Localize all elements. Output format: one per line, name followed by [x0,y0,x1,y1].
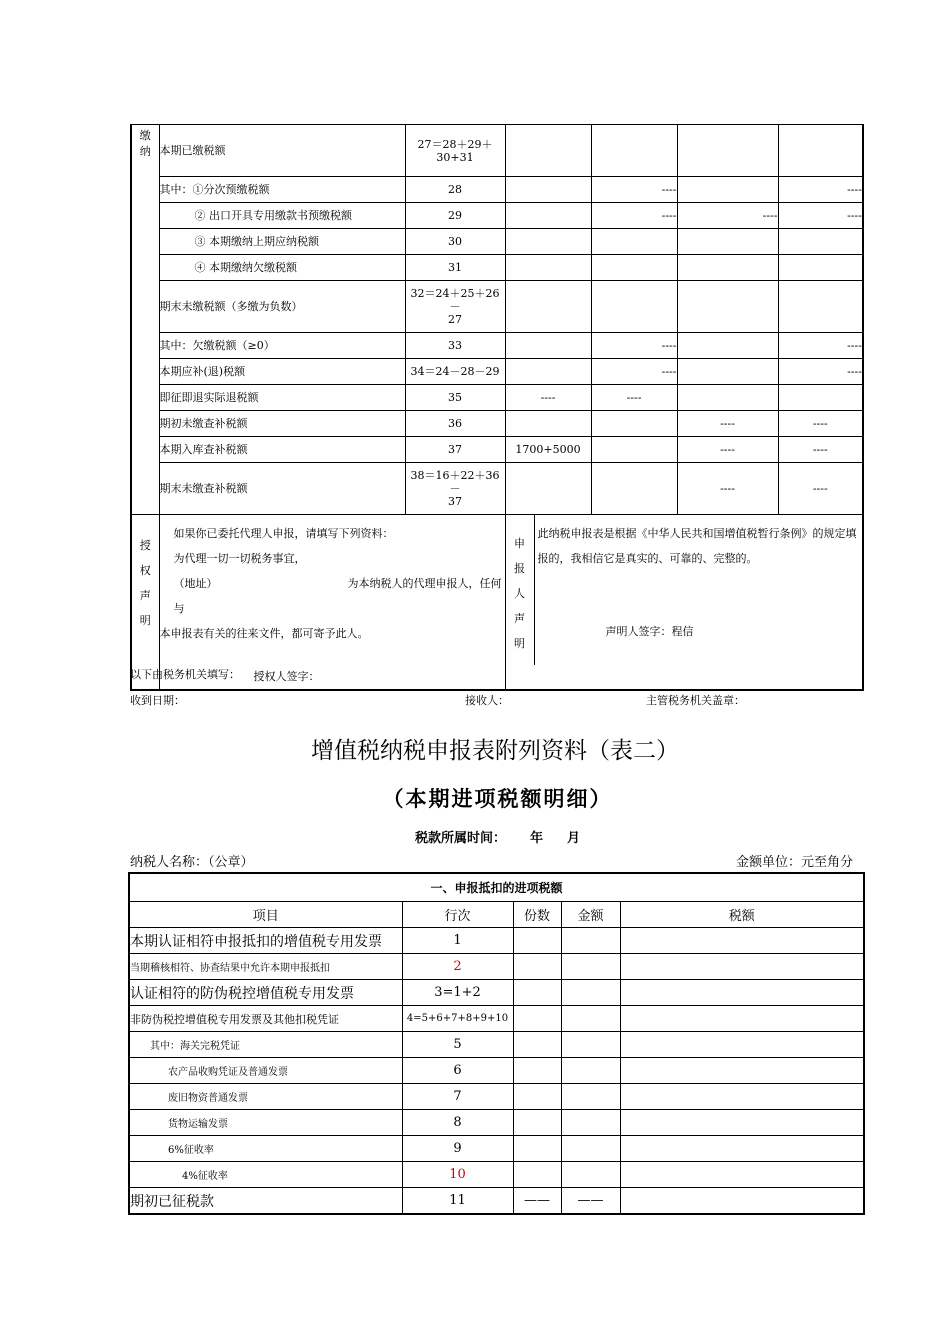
row-cell[interactable] [591,281,677,333]
declarant-label: 申 报 人 声 明 [506,515,535,665]
category-paid-label: 缴 纳 [131,125,159,515]
row-cell[interactable] [505,463,591,515]
row-formula: 31 [405,255,505,281]
row-formula: 37 [405,437,505,463]
row-copies[interactable] [513,1162,561,1188]
tax-period: 税款所属时间： 年 月 [415,831,581,846]
row-cell[interactable]: 1700+5000 [505,437,591,463]
row-cell[interactable] [677,229,778,255]
row-cell[interactable]: ---- [778,177,863,203]
header-amount: 金额 [561,902,620,928]
received-date-label: 收到日期： [130,694,185,707]
row-item: 6%征收率 [129,1136,402,1162]
row-formula: 29 [405,203,505,229]
row-tax[interactable] [620,1006,864,1032]
row-formula: 35 [405,385,505,411]
row-item: 本期已缴税额 [159,125,405,177]
row-copies[interactable] [513,1032,561,1058]
row-item: 农产品收购凭证及普通发票 [129,1058,402,1084]
row-item: 其中：①分次预缴税额 [159,177,405,203]
row-item: 期末未缴税额（多缴为负数） [159,281,405,333]
row-amount[interactable] [561,1032,620,1058]
row-tax[interactable] [620,1058,864,1084]
row-cell[interactable] [505,411,591,437]
seal-label: 主管税务机关盖章： [646,694,745,707]
row-item: 当期稽核相符、协查结果中允许本期申报抵扣 [129,954,402,980]
row-cell[interactable]: ---- [677,437,778,463]
row-cell[interactable] [591,125,677,177]
row-cell[interactable]: ---- [591,385,677,411]
row-copies[interactable] [513,1058,561,1084]
tax-office-note: 以下由税务机关填写： [130,668,240,681]
row-cell[interactable] [677,281,778,333]
header-item: 项目 [129,902,402,928]
row-copies[interactable] [513,1110,561,1136]
row-item: 其中：欠缴税额（≥0） [159,333,405,359]
row-cell[interactable] [677,177,778,203]
currency-unit-label: 金额单位：元至角分 [736,855,854,870]
header-copies: 份数 [513,902,561,928]
row-cell[interactable]: ---- [677,463,778,515]
header-tax: 税额 [620,902,864,928]
row-tax[interactable] [620,1136,864,1162]
row-formula: 34＝24－28－29 [405,359,505,385]
row-copies[interactable] [513,1006,561,1032]
row-line: 4=5+6+7+8+9+10 [402,1006,513,1032]
row-copies[interactable] [513,1084,561,1110]
row-amount[interactable] [561,1006,620,1032]
row-cell[interactable] [778,255,863,281]
row-cell[interactable]: ---- [778,411,863,437]
row-amount[interactable] [561,928,620,954]
row-tax[interactable] [620,1084,864,1110]
row-amount[interactable] [561,980,620,1006]
row-cell[interactable] [505,203,591,229]
row-cell[interactable] [505,359,591,385]
row-formula: 28 [405,177,505,203]
row-cell[interactable] [677,255,778,281]
row-cell[interactable] [677,125,778,177]
row-cell[interactable] [778,125,863,177]
table-row [129,980,864,1006]
row-copies[interactable] [513,980,561,1006]
row-cell[interactable] [677,359,778,385]
row-formula: 27＝28＋29＋ 30+31 [405,125,505,177]
auth-label: 授 权 声 明 [131,515,159,691]
row-cell[interactable] [505,229,591,255]
row-item: 4%征收率 [129,1162,402,1188]
row-line: 1 [402,928,513,954]
section-header: 一、申报抵扣的进项税额 [129,873,864,902]
row-line: 10 [402,1162,513,1188]
row-copies[interactable] [513,1136,561,1162]
row-amount[interactable] [561,1058,620,1084]
row-cell[interactable] [677,333,778,359]
row-cell[interactable] [778,229,863,255]
row-cell[interactable] [778,281,863,333]
row-item: 本期入库查补税额 [159,437,405,463]
row-item: 期初未缴查补税额 [159,411,405,437]
row-amount[interactable]: —— [561,1188,620,1215]
row-item: 货物运输发票 [129,1110,402,1136]
form-subtitle: （本期进项税额明细） [382,786,613,811]
row-line: 9 [402,1136,513,1162]
table-row [129,1006,864,1032]
declarant-signature: 声明人签字：程信 [605,625,694,638]
row-copies[interactable] [513,928,561,954]
row-line: 3=1+2 [402,980,513,1006]
row-line: 2 [402,954,513,980]
row-tax[interactable] [620,1188,864,1215]
row-copies[interactable]: —— [513,1188,561,1215]
row-cell[interactable]: ---- [677,203,778,229]
input-tax-table [128,872,865,1215]
table-row [129,1032,864,1058]
row-item: 即征即退实际退税额 [159,385,405,411]
row-tax[interactable] [620,1032,864,1058]
row-item: ② 出口开具专用缴款书预缴税额 [159,203,405,229]
row-amount[interactable] [561,1136,620,1162]
row-tax[interactable] [620,928,864,954]
row-cell[interactable] [505,255,591,281]
row-cell[interactable] [505,177,591,203]
row-item: 非防伪税控增值税专用发票及其他扣税凭证 [129,1006,402,1032]
table-row [129,1084,864,1110]
table-row [129,928,864,954]
header-line: 行次 [402,902,513,928]
row-cell[interactable]: ---- [778,203,863,229]
row-cell[interactable] [505,333,591,359]
row-cell[interactable]: ---- [778,437,863,463]
row-cell[interactable] [677,385,778,411]
row-amount[interactable] [561,954,620,980]
row-cell[interactable] [505,125,591,177]
row-item: 其中：海关完税凭证 [129,1032,402,1058]
row-item: 废旧物资普通发票 [129,1084,402,1110]
row-item: 本期认证相符申报抵扣的增值税专用发票 [129,928,402,954]
row-item: 期末未缴查补税额 [159,463,405,515]
row-line: 7 [402,1084,513,1110]
table-row [129,1110,864,1136]
row-formula: 33 [405,333,505,359]
row-line: 6 [402,1058,513,1084]
taxpayer-name-label: 纳税人名称：（公章） [130,855,254,870]
row-cell[interactable]: ---- [591,333,677,359]
row-formula: 30 [405,229,505,255]
row-amount[interactable] [561,1110,620,1136]
declarant-section: 申 报 人 声 明 此纳税申报表是根据《中华人民共和国增值税暂行条例》的规定填报的，我相信它是真实的、可靠的、完整的。 声明人签字：程信 [505,515,863,691]
row-line: 5 [402,1032,513,1058]
row-cell[interactable] [591,437,677,463]
row-tax[interactable] [620,954,864,980]
auth-declaration: 如果你已委托代理人申报，请填写下列资料： 为代理一切一切税务事宜， （地址） 为本纳税人的代理申报人，任何与 本申报表有关的往来文件，都可寄予此人。 授权人签字： [159,515,505,691]
row-cell[interactable]: ---- [677,411,778,437]
row-line: 8 [402,1110,513,1136]
row-item: ③ 本期缴纳上期应纳税额 [159,229,405,255]
row-copies[interactable] [513,954,561,980]
row-formula: 32＝24＋25＋26－ 27 [405,281,505,333]
row-line: 11 [402,1188,513,1215]
row-formula: 38＝16＋22＋36－ 37 [405,463,505,515]
row-tax[interactable] [620,1110,864,1136]
row-cell[interactable] [505,281,591,333]
row-item: ④ 本期缴纳欠缴税额 [159,255,405,281]
row-tax[interactable] [620,980,864,1006]
row-cell[interactable]: ---- [778,333,863,359]
table-row [129,1058,864,1084]
table-row [129,1188,864,1215]
row-item: 期初已征税款 [129,1188,402,1215]
row-formula: 36 [405,411,505,437]
row-amount[interactable] [561,1162,620,1188]
row-cell[interactable] [591,229,677,255]
row-cell[interactable]: ---- [778,359,863,385]
row-cell[interactable]: ---- [591,203,677,229]
tax-payment-table [130,124,864,691]
receiver-label: 接收人： [465,694,509,707]
row-amount[interactable] [561,1084,620,1110]
table-row [129,1136,864,1162]
row-cell[interactable] [591,411,677,437]
row-cell[interactable]: ---- [591,177,677,203]
table-row [129,1162,864,1188]
row-cell[interactable] [778,385,863,411]
row-cell[interactable] [591,463,677,515]
row-cell[interactable]: ---- [591,359,677,385]
auth-signature: 授权人签字： [253,670,320,683]
row-cell[interactable]: ---- [778,463,863,515]
row-item: 认证相符的防伪税控增值税专用发票 [129,980,402,1006]
row-item: 本期应补(退)税额 [159,359,405,385]
row-cell[interactable] [591,255,677,281]
form-title: 增值税纳税申报表附列资料（表二） [311,738,679,764]
row-tax[interactable] [620,1162,864,1188]
row-cell[interactable]: ---- [505,385,591,411]
table-row [129,954,864,980]
